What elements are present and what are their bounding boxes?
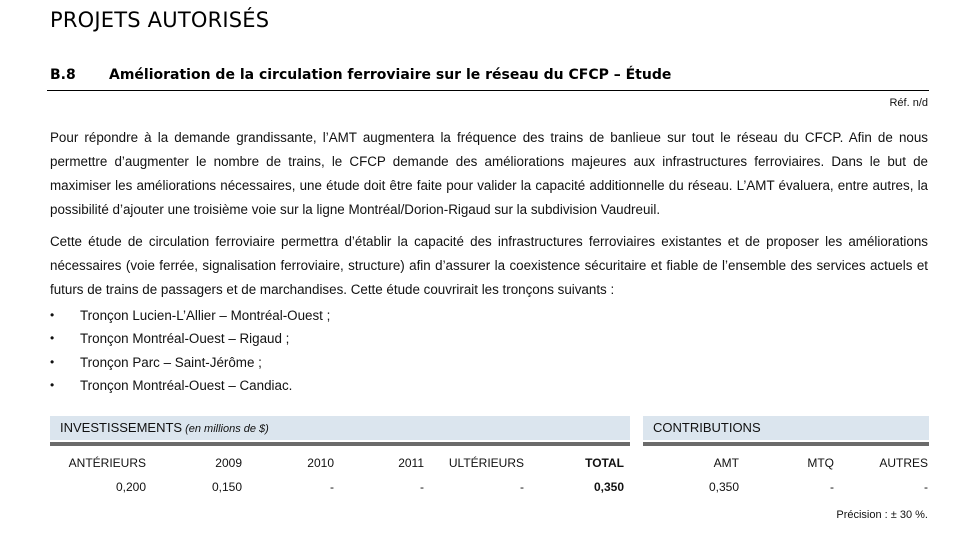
- value-ulterieurs: -: [520, 480, 524, 494]
- value-autres: -: [924, 480, 928, 494]
- value-2010: -: [330, 480, 334, 494]
- contributions-rule: [643, 442, 929, 446]
- investments-header: [50, 416, 630, 440]
- list-item: [50, 327, 330, 350]
- investments-title: INVESTISSEMENTS: [60, 420, 183, 435]
- value-2011: -: [420, 480, 424, 494]
- value-total: 0,350: [593, 480, 624, 494]
- bullet-icon: •: [50, 354, 55, 369]
- value-anterieurs: 0,200: [115, 480, 146, 494]
- contributions-title: CONTRIBUTIONS: [653, 420, 761, 435]
- col-header-2011: 2011: [398, 456, 424, 470]
- col-header-amt: AMT: [713, 456, 739, 470]
- list-item: [50, 374, 330, 397]
- col-header-total: TOTAL: [585, 456, 624, 470]
- bullet-icon: •: [50, 377, 55, 392]
- section-divider: [47, 90, 929, 91]
- investments-rule: [50, 442, 630, 446]
- reference-label: Réf. n/d: [889, 97, 928, 109]
- value-2009: 0,150: [211, 480, 242, 494]
- col-header-2009: 2009: [215, 456, 242, 470]
- paragraph-study: Cette étude de circulation ferroviaire permettra d’établir la capacité des infrastructures ferroviaires existantes et de proposer les améliorations nécessaires (voie ferrée, signalisation ferroviaire, structure) afin d’assurer la coexistence sécuritaire et fiable de l’ensemble des services actuels et futurs de trains de passagers et de marchandises. Cette étude couvrirait les tronçons suivants :: [50, 234, 928, 297]
- col-header-ulterieurs: ULTÉRIEURS: [448, 456, 524, 470]
- page-title: PROJETS AUTORISÉS: [50, 8, 270, 32]
- bullet-icon: •: [50, 308, 55, 322]
- list-item-text: Tronçon Montréal-Ouest – Rigaud ;: [80, 331, 290, 347]
- section-number: B.8: [50, 67, 76, 83]
- list-item-text: Tronçon Lucien-L’Allier – Montréal-Ouest ;: [80, 308, 331, 323]
- list-item-text: Tronçon Montréal-Ouest – Candiac.: [80, 377, 293, 393]
- list-item: [50, 304, 330, 327]
- col-header-autres: AUTRES: [879, 456, 928, 470]
- value-mtq: -: [830, 480, 834, 494]
- contributions-header: [643, 416, 929, 440]
- col-header-anterieurs: ANTÉRIEURS: [68, 456, 146, 470]
- paragraph-intro: Pour répondre à la demande grandissante, l’AMT augmentera la fréquence des trains de banlieue sur tout le réseau du CFCP. Afin de nous permettre d’augmenter le nombre de trains, le CFCP demande des améliorations majeures aux infrastructures ferroviaires. Dans le but de maximiser les améliorations nécessaires, une étude doit être faite pour valider la capacité additionnelle du réseau. L’AMT évaluera, entre autres, la possibilité d’ajouter une troisième voie sur la ligne Montréal/Dorion-Rigaud sur la subdivision Vaudreuil.: [50, 130, 928, 217]
- precision-note: Précision : ± 30 %.: [836, 509, 928, 521]
- value-amt: 0,350: [708, 480, 739, 494]
- list-item: [50, 351, 330, 374]
- col-header-2010: 2010: [307, 456, 334, 470]
- list-item-text: Tronçon Parc – Saint-Jérôme ;: [80, 354, 262, 370]
- bullet-icon: •: [50, 331, 55, 346]
- col-header-mtq: MTQ: [807, 456, 834, 470]
- section-list: [50, 304, 330, 397]
- section-title: Amélioration de la circulation ferroviaire sur le réseau du CFCP – Étude: [109, 67, 672, 83]
- investments-subtitle: (en millions de $): [185, 423, 269, 435]
